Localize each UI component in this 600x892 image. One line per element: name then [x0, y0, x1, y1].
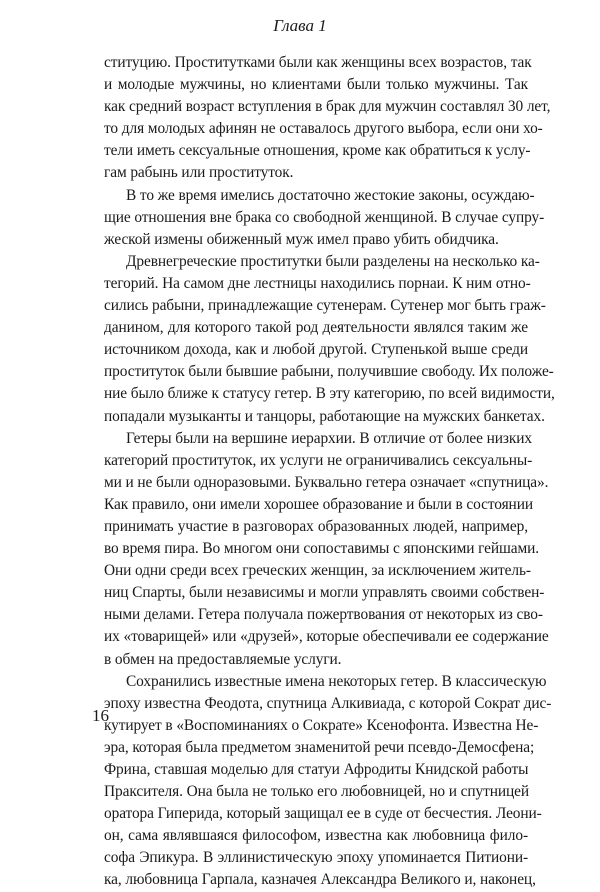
text-line: щие отношения вне брака со свободной женщиной. В случае супру- [104, 208, 545, 226]
text-line: В то же время имелись достаточно жестокие законы, осуждаю- [126, 186, 535, 204]
text-line: Гетеры были на вершине иерархии. В отличие от более низких [126, 429, 532, 447]
text-line: тели иметь сексуальные отношения, кроме как обратиться к услу- [104, 142, 531, 160]
text-line: Сохранились известные имена некоторых гетер. В классическую [126, 672, 547, 690]
text-line: во время пира. Во многом они сопоставимы с японскими гейшами. [104, 540, 539, 558]
text-line: Как правило, они имели хорошее образование и были в состоянии [104, 495, 533, 513]
text-line: в обмен на предоставляемые услуги. [104, 650, 342, 668]
text-line: гам рабынь или проституток. [104, 164, 294, 182]
text-line: эра, которая была предметом знаменитой речи псевдо-Демосфена; [104, 738, 535, 756]
text-line: Фрина, ставшая моделью для статуи Афродиты Книдской работы [104, 761, 529, 778]
text-line: ние было ближе к статусу гетер. В эту категорию, по всей видимости, [104, 385, 555, 403]
text-line: данином, для которого такой род деятельности являлся таким же [104, 319, 528, 337]
text-line: попадали музыканты и танцоры, работающие на мужских банкетах. [104, 407, 545, 425]
body-text [104, 52, 555, 892]
text-line: и молодые мужчины, но клиентами были только мужчины. Так [104, 76, 528, 94]
page-number: 16 [92, 706, 109, 725]
text-line: тегорий. На самом дне лестницы находились порнаи. К ним отно- [104, 274, 531, 292]
text-line: ными делами. Гетера получала пожертвования от некоторых из сво- [104, 606, 543, 624]
text-line: их «товарищей» или «друзей», которые обеспечивали ее содержание [104, 628, 549, 646]
text-line: ми и не были одноразовыми. Буквально гетера означает «спутница». [104, 473, 549, 491]
text-line: то для молодых афинян не оставалось другого выбора, если они хо- [104, 120, 543, 138]
text-line: Они одни среди всех греческих женщин, за исключением житель- [104, 562, 531, 580]
text-line: кутирует в «Воспоминаниях о Сократе» Ксенофонта. Известна Не- [104, 716, 539, 734]
text-line: жеской измены обиженный муж имел право убить обидчика. [104, 230, 499, 248]
text-line: ституцию. Проститутками были как женщины всех возрастов, так [104, 54, 532, 71]
text-line: принимать участие в разговорах образованных людей, например, [104, 517, 528, 535]
text-line: он, сама являвшаяся философом, известна как любовница фило- [104, 827, 528, 845]
text-line: проституток были бывшие рабыни, получившие свободу. Их положе- [104, 363, 554, 381]
text-line: ка, любовница Гарпала, казначея Александра Великого и, наконец, [104, 871, 536, 889]
text-line: Праксителя. Она была не только его любовницей, но и спутницей [104, 783, 530, 801]
text-line: сились рабыни, принадлежащие сутенерам. Сутенер мог быть граж- [104, 297, 546, 315]
chapter-header: Глава 1 [273, 16, 327, 35]
text-line: ниц Спарты, были независимы и могли управлять своими собствен- [104, 584, 545, 602]
text-line: софа Эпикура. В эллинистическую эпоху упоминается Питиони- [104, 849, 528, 867]
text-line: оратора Гиперида, который защищал ее в суде от бесчестия. Леони- [104, 805, 542, 823]
text-line: эпоху известна Феодота, спутница Алкивиада, с которой Сократ дис- [104, 694, 552, 712]
text-line: Древнегреческие проститутки были разделены на несколько ка- [126, 252, 540, 270]
text-line: как средний возраст вступления в брак для мужчин составлял 30 лет, [104, 98, 551, 116]
text-line: источником дохода, как и любой другой. Ступенькой выше среди [104, 341, 528, 359]
text-line: категорий проституток, их услуги не ограничивались сексуальны- [104, 451, 533, 469]
